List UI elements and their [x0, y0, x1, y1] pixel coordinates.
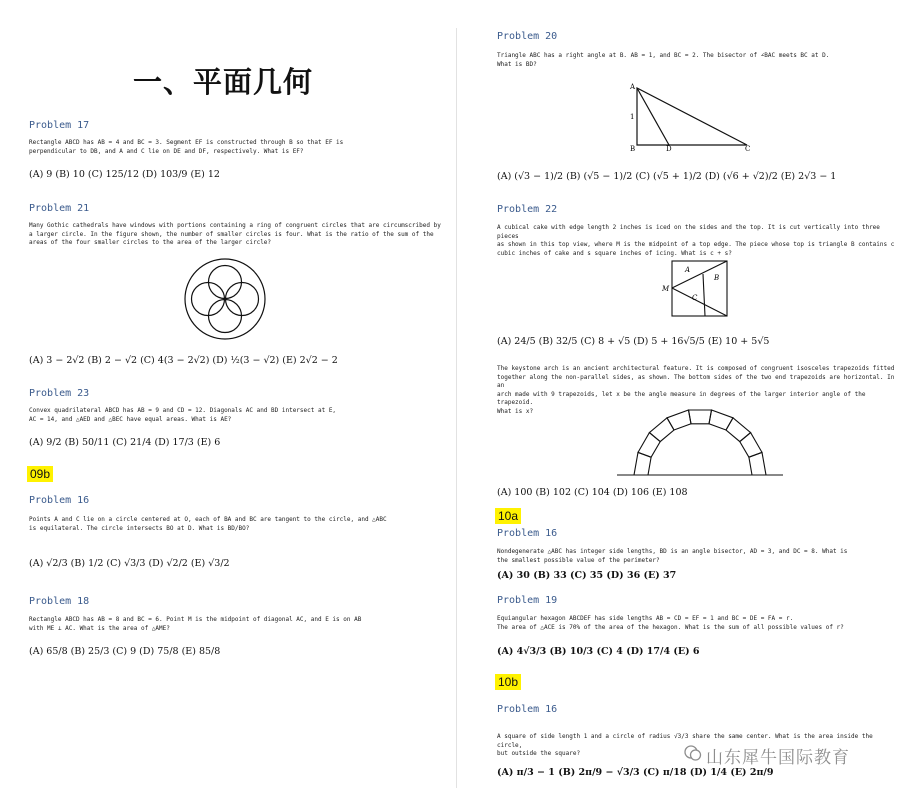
- watermark-text: 山东犀牛国际教育: [706, 748, 850, 768]
- cut-line: [672, 288, 727, 316]
- small-circle: [209, 266, 242, 299]
- small-circle: [192, 283, 225, 316]
- cake-top-view-figure: [660, 258, 730, 320]
- arch-trapezoid: [638, 433, 660, 458]
- arch-trapezoid: [726, 418, 751, 442]
- figure-label: B: [714, 274, 720, 282]
- cake-square: [672, 261, 727, 316]
- figure-label: A: [685, 266, 691, 274]
- problem-label: Problem 16: [29, 495, 90, 506]
- answer-choices: (A) 30 (B) 33 (C) 35 (D) 36 (E) 37: [497, 570, 677, 581]
- answer-choices: (A) √2/3 (B) 1/2 (C) √3/3 (D) √2/2 (E) √3/2: [29, 558, 230, 569]
- figure-label: C: [692, 294, 698, 302]
- answer-choices: (A) π/3 − 1 (B) 2π/9 − √3/3 (C) π/18 (D) 1/4 (E) 2π/9: [497, 767, 774, 778]
- figure-label: A: [630, 83, 636, 91]
- problem-label: Problem 17: [29, 120, 90, 131]
- answer-choices: (A) 9 (B) 10 (C) 125/12 (D) 103/9 (E) 12: [29, 169, 220, 180]
- problem-label: Problem 20: [497, 31, 558, 42]
- problem-label: Problem 23: [29, 388, 90, 399]
- problem-label: Problem 19: [497, 595, 558, 606]
- answer-choices: (A) 3 − 2√2 (B) 2 − √2 (C) 4(3 − 2√2) (D) ½(3 − √2) (E) 2√2 − 2: [29, 355, 338, 366]
- problem-text: Points A and C lie on a circle centered at O, each of BA and BC are tangent to the circle, and △ABC is equilateral. The circle intersects BO at D. What is BD/BO?: [29, 516, 387, 532]
- problem-label: Problem 16: [497, 528, 558, 539]
- arch-trapezoid: [667, 410, 691, 430]
- answer-choices: (A) 65/8 (B) 25/3 (C) 9 (D) 75/8 (E) 85/8: [29, 646, 221, 657]
- small-circle: [209, 300, 242, 333]
- right-triangle-figure: [625, 80, 760, 152]
- answer-choices: (A) (√3 − 1)/2 (B) (√5 − 1)/2 (C) (√5 + 1)/2 (D) (√6 + √2)/2 (E) 2√3 − 1: [497, 171, 837, 182]
- problem-text: The keystone arch is an ancient architectural feature. It is composed of congruent isosceles trapezoids fitted together along the non-parallel sides, as shown. The bottom sides of the two end trapezoids are horizontal. In an arch made with 9 trapezoids, let x be the angle measure in degrees of the larger interior angle of the trapezoid. What is x?: [497, 365, 895, 415]
- problem-label: Problem 22: [497, 204, 558, 215]
- wechat-icon: [684, 744, 702, 762]
- figure-label: D: [666, 145, 672, 152]
- arch-trapezoid: [709, 410, 733, 430]
- figure-label: C: [745, 145, 751, 152]
- problem-text: Triangle ABC has a right angle at B. AB = 1, and BC = 2. The bisector of ∠BAC meets BC at D. What is BD?: [497, 52, 830, 68]
- problem-text: A cubical cake with edge length 2 inches is iced on the sides and the top. It is cut vertically into three pieces as shown in this top view, where M is the midpoint of a top edge. The piece whose top is triangle B contains c cubic inches of cake and s square inches of icing. What is c + s?: [497, 224, 895, 257]
- keystone-arch-figure: [615, 405, 785, 480]
- figure-label: 1: [630, 113, 635, 121]
- figure-label: M: [662, 285, 670, 293]
- problem-text: A square of side length 1 and a circle of radius √3/3 share the same center. What is the area inside the circle, but outside the square?: [497, 733, 873, 757]
- problem-text: Many Gothic cathedrals have windows with portions containing a ring of congruent circles that are circumscribed by a larger circle. In the figure shown, the number of smaller circles is four. What is the ratio of the sum of the areas of the four smaller circles to the area of the larger circle?: [29, 222, 441, 246]
- problem-label: Problem 16: [497, 704, 558, 715]
- year-tag: 09b: [27, 466, 53, 482]
- cut-line: [703, 274, 705, 316]
- arch-trapezoid: [749, 452, 766, 475]
- year-tag: 10b: [495, 674, 521, 690]
- small-circle: [226, 283, 259, 316]
- answer-choices: (A) 9/2 (B) 50/11 (C) 21/4 (D) 17/3 (E) 6: [29, 437, 221, 448]
- figure-label: B: [630, 145, 636, 152]
- answer-choices: (A) 24/5 (B) 32/5 (C) 8 + √5 (D) 5 + 16√5/5 (E) 10 + 5√5: [497, 336, 770, 347]
- problem-text: Equiangular hexagon ABCDEF has side lengths AB = CD = EF = 1 and BC = DE = FA = r. The area of △ACE is 70% of the area of the hexagon. What is the sum of all possible values of r?: [497, 615, 844, 631]
- page-title: 一、平面几何: [133, 65, 314, 99]
- arch-trapezoid: [649, 418, 674, 442]
- column-divider: [456, 28, 457, 788]
- problem-label: Problem 18: [29, 596, 90, 607]
- answer-choices: (A) 4√3/3 (B) 10/3 (C) 4 (D) 17/4 (E) 6: [497, 646, 700, 657]
- problem-text: Nondegenerate △ABC has integer side lengths, BD is an angle bisector, AD = 3, and DC = 8. What is the smallest possible value of the perimeter?: [497, 548, 848, 564]
- problem-text: Convex quadrilateral ABCD has AB = 9 and CD = 12. Diagonals AC and BD intersect at E, AC = 14, and △AED and △BEC have equal areas. What is AE?: [29, 407, 337, 423]
- answer-choices: (A) 100 (B) 102 (C) 104 (D) 106 (E) 108: [497, 487, 688, 498]
- year-tag: 10a: [495, 508, 521, 524]
- problem-label: Problem 21: [29, 203, 90, 214]
- circles-figure: [183, 257, 267, 341]
- problem-text: Rectangle ABCD has AB = 4 and BC = 3. Segment EF is constructed through B so that EF is perpendicular to DB, and A and C lie on DE and DF, respectively. What is EF?: [29, 139, 344, 155]
- arch-trapezoid: [689, 410, 712, 424]
- problem-text: Rectangle ABCD has AB = 8 and BC = 6. Point M is the midpoint of diagonal AC, and E is on AB with ME ⊥ AC. What is the area of △AME?: [29, 616, 362, 632]
